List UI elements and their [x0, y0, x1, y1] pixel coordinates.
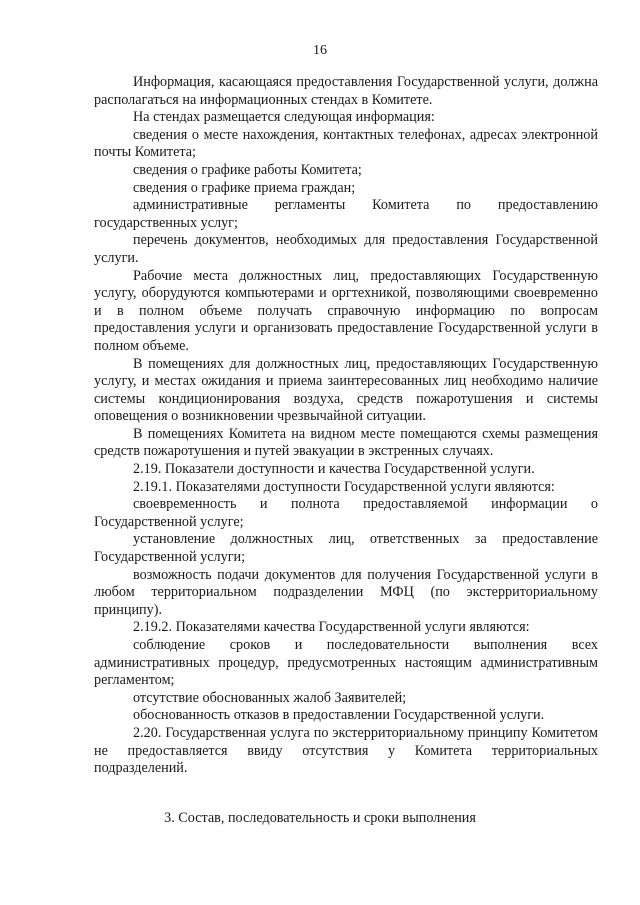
list-item: обоснованность отказов в предоставлении Государственной услуги.	[133, 707, 545, 724]
list-item: отсутствие обоснованных жалоб Заявителей;	[133, 689, 407, 706]
paragraph: В помещениях для должностных лиц, предоставляющих Государственную услугу, и местах ожидания и приема заинтересованных лиц необходимо наличие системы кондиционирования воздуха, средств пожаротушения и системы оповещения о возникновении чрезвычайной ситуации.	[94, 355, 598, 425]
clause-heading: 2.19.1. Показателями доступности Государственной услуги являются:	[133, 478, 555, 495]
list-item: установление должностных лиц, ответственных за предоставление Государственной услуги;	[94, 531, 598, 566]
paragraph: 2.20. Государственная услуга по экстерриториальному принципу Комитетом не предоставляется ввиду отсутствия у Комитета территориальных подразделений.	[94, 724, 598, 777]
paragraph: В помещениях Комитета на видном месте помещаются схемы размещения средств пожаротушения и путей эвакуации в экстренных случаях.	[94, 425, 598, 460]
document-body	[94, 74, 598, 778]
list-item: перечень документов, необходимых для предоставления Государственной услуги.	[94, 232, 598, 266]
list-item: сведения о графике приема граждан;	[133, 179, 356, 196]
paragraph: Рабочие места должностных лиц, предоставляющих Государственную услугу, оборудуются компьютерами и оргтехникой, позволяющими своевременно и в полном объеме получать справочную информацию по вопросам предоставления услуги и организовать предоставление Государственной услуги в полном объеме.	[94, 267, 598, 354]
clause-heading: 2.19. Показатели доступности и качества Государственной услуги.	[133, 461, 535, 478]
list-item: административные регламенты Комитета по предоставлению государственных услуг;	[94, 197, 598, 231]
section-heading: 3. Состав, последовательность и сроки выполнения	[164, 810, 476, 826]
clause-heading: 2.19.2. Показателями качества Государственной услуги являются:	[133, 619, 530, 636]
list-item: сведения о графике работы Комитета;	[133, 161, 362, 178]
paragraph: Информация, касающаяся предоставления Государственной услуги, должна располагаться на информационных стендах в Комитете.	[94, 74, 598, 108]
list-item: своевременность и полнота предоставляемой информации о Государственной услуге;	[94, 496, 598, 530]
list-item: соблюдение сроков и последовательности выполнения всех административных процедур, предусмотренных настоящим административным регламентом;	[94, 637, 598, 689]
list-item: возможность подачи документов для получения Государственной услуги в любом территориальном подразделении МФЦ (по экстерриториальному принципу).	[94, 566, 598, 618]
paragraph: На стендах размещается следующая информация:	[133, 109, 435, 126]
page-number: 16	[313, 43, 327, 58]
list-item: сведения о месте нахождения, контактных телефонах, адресах электронной почты Комитета;	[94, 126, 598, 161]
